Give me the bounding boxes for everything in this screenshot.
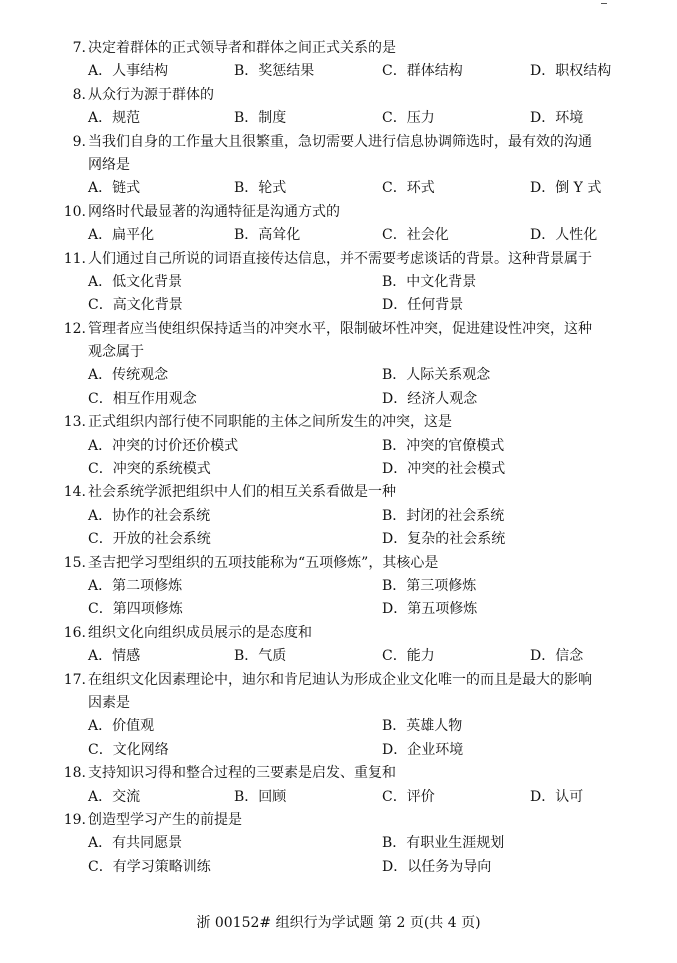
answer-option: A．链式 xyxy=(88,180,141,197)
scan-corner-mark xyxy=(601,0,607,4)
question-text: 网络时代最显著的沟通特征是沟通方式的 xyxy=(88,203,340,220)
question-item xyxy=(0,318,677,412)
question-text: 网络是 xyxy=(88,156,130,173)
answer-option: C．能力 xyxy=(382,648,435,665)
answer-option: D．人性化 xyxy=(530,227,598,244)
answer-option: B．制度 xyxy=(234,110,287,127)
question-number: 14. xyxy=(63,484,86,501)
answer-option: C．第四项修炼 xyxy=(88,601,183,618)
question-stem-line xyxy=(0,37,677,60)
question-stem-line xyxy=(0,669,677,692)
answer-option: C．冲突的系统模式 xyxy=(88,461,211,478)
question-item xyxy=(0,622,677,669)
options-row xyxy=(0,177,677,200)
options-row xyxy=(0,294,677,317)
question-text: 观念属于 xyxy=(88,344,144,361)
question-item xyxy=(0,481,677,551)
question-item xyxy=(0,84,677,131)
question-stem-continuation xyxy=(0,154,677,177)
answer-option: B．轮式 xyxy=(234,180,287,197)
question-number: 12. xyxy=(63,320,86,337)
answer-option: B．第三项修炼 xyxy=(382,577,477,594)
answer-option: D．认可 xyxy=(530,788,584,805)
options-row xyxy=(0,856,677,879)
question-item xyxy=(0,669,677,763)
answer-option: B．气质 xyxy=(234,648,287,665)
question-number: 8. xyxy=(72,86,86,103)
answer-option: D．冲突的社会模式 xyxy=(382,461,506,478)
options-row xyxy=(0,271,677,294)
options-row xyxy=(0,739,677,762)
question-text: 创造型学习产生的前提是 xyxy=(88,811,242,828)
options-row xyxy=(0,786,677,809)
question-number: 17. xyxy=(63,671,86,688)
question-text: 从众行为源于群体的 xyxy=(88,86,214,103)
answer-option: A．传统观念 xyxy=(88,367,169,384)
question-stem-line xyxy=(0,84,677,107)
question-number: 13. xyxy=(63,414,86,431)
answer-option: B．高耸化 xyxy=(234,227,301,244)
question-text: 当我们自身的工作量大且很繁重，急切需要人进行信息协调筛选时，最有效的沟通 xyxy=(88,133,592,150)
question-stem-line xyxy=(0,552,677,575)
answer-option: C．有学习策略训练 xyxy=(88,858,211,875)
question-item xyxy=(0,762,677,809)
question-number: 7. xyxy=(72,40,86,56)
question-item xyxy=(0,248,677,318)
options-row xyxy=(0,60,677,83)
question-item xyxy=(0,131,677,201)
exam-page-body xyxy=(0,37,677,879)
question-stem-line xyxy=(0,131,677,154)
answer-option: D．以任务为导向 xyxy=(382,858,492,875)
options-row xyxy=(0,224,677,247)
options-row xyxy=(0,107,677,130)
question-number: 18. xyxy=(63,765,86,782)
answer-option: A．冲突的讨价还价模式 xyxy=(88,437,239,454)
question-item xyxy=(0,809,677,879)
question-item xyxy=(0,411,677,481)
answer-option: C．环式 xyxy=(382,180,435,197)
answer-option: B．人际关系观念 xyxy=(382,367,491,384)
answer-option: B．奖惩结果 xyxy=(234,63,315,80)
answer-option: A．价值观 xyxy=(88,718,155,735)
question-number: 10. xyxy=(63,203,86,220)
options-row xyxy=(0,364,677,387)
answer-option: C．压力 xyxy=(382,110,435,127)
question-number: 15. xyxy=(63,554,86,571)
question-stem-line xyxy=(0,809,677,832)
question-stem-line xyxy=(0,318,677,341)
question-text: 管理者应当使组织保持适当的冲突水平，限制破坏性冲突，促进建设性冲突，这种 xyxy=(88,320,592,337)
answer-option: A．扁平化 xyxy=(88,227,155,244)
answer-option: B．封闭的社会系统 xyxy=(382,507,505,524)
question-text: 正式组织内部行使不同职能的主体之间所发生的冲突，这是 xyxy=(88,414,452,431)
question-text: 圣吉把学习型组织的五项技能称为“五项修炼”，其核心是 xyxy=(88,554,439,571)
answer-option: C．社会化 xyxy=(382,227,449,244)
answer-option: C．文化网络 xyxy=(88,741,169,758)
answer-option: A．协作的社会系统 xyxy=(88,507,211,524)
options-row xyxy=(0,575,677,598)
answer-option: D．职权结构 xyxy=(530,63,612,80)
question-text: 社会系统学派把组织中人们的相互关系看做是一种 xyxy=(88,484,396,501)
answer-option: A．规范 xyxy=(88,110,141,127)
answer-option: A．情感 xyxy=(88,648,141,665)
options-row xyxy=(0,458,677,481)
options-row xyxy=(0,645,677,668)
question-stem-line xyxy=(0,201,677,224)
answer-option: B．冲突的官僚模式 xyxy=(382,437,505,454)
question-text: 在组织文化因素理论中，迪尔和肯尼迪认为形成企业文化唯一的而且是最大的影响 xyxy=(88,671,592,688)
answer-option: A．第二项修炼 xyxy=(88,577,183,594)
answer-option: C．开放的社会系统 xyxy=(88,531,211,548)
question-stem-line xyxy=(0,411,677,434)
answer-option: B．回顾 xyxy=(234,788,287,805)
question-number: 9. xyxy=(72,133,86,150)
question-stem-line xyxy=(0,481,677,504)
question-text: 支持知识习得和整合过程的三要素是启发、重复和 xyxy=(88,765,396,782)
answer-option: C．高文化背景 xyxy=(88,297,183,314)
question-number: 19. xyxy=(63,811,86,828)
answer-option: B．英雄人物 xyxy=(382,718,463,735)
options-row xyxy=(0,435,677,458)
question-item xyxy=(0,552,677,622)
answer-option: C．相互作用观念 xyxy=(88,390,197,407)
answer-option: C．评价 xyxy=(382,788,435,805)
question-text: 决定着群体的正式领导者和群体之间正式关系的是 xyxy=(88,40,396,56)
answer-option: D．复杂的社会系统 xyxy=(382,531,506,548)
question-stem-line xyxy=(0,762,677,785)
question-stem-continuation xyxy=(0,341,677,364)
question-stem-line xyxy=(0,248,677,271)
answer-option: D．倒 Y 式 xyxy=(530,180,602,197)
answer-option: A．交流 xyxy=(88,788,141,805)
answer-option: A．低文化背景 xyxy=(88,273,183,290)
options-row xyxy=(0,598,677,621)
answer-option: D．任何背景 xyxy=(382,297,464,314)
question-stem-line xyxy=(0,622,677,645)
answer-option: D．第五项修炼 xyxy=(382,601,478,618)
question-item xyxy=(0,37,677,84)
answer-option: D．环境 xyxy=(530,110,584,127)
question-text: 因素是 xyxy=(88,694,130,711)
answer-option: B．中文化背景 xyxy=(382,273,477,290)
options-row xyxy=(0,715,677,738)
answer-option: D．经济人观念 xyxy=(382,390,478,407)
answer-option: A．有共同愿景 xyxy=(88,835,183,852)
question-number: 11. xyxy=(63,250,86,267)
options-row xyxy=(0,388,677,411)
question-text: 组织文化向组织成员展示的是态度和 xyxy=(88,624,312,641)
question-item xyxy=(0,201,677,248)
answer-option: D．企业环境 xyxy=(382,741,464,758)
answer-option: A．人事结构 xyxy=(88,63,169,80)
question-text: 人们通过自己所说的词语直接传达信息，并不需要考虑谈话的背景。这种背景属于 xyxy=(88,250,592,267)
options-row xyxy=(0,832,677,855)
question-stem-continuation xyxy=(0,692,677,715)
answer-option: D．信念 xyxy=(530,648,584,665)
question-number: 16. xyxy=(63,624,86,641)
options-row xyxy=(0,505,677,528)
answer-option: B．有职业生涯规划 xyxy=(382,835,505,852)
answer-option: C．群体结构 xyxy=(382,63,463,80)
options-row xyxy=(0,528,677,551)
page-footer: 浙 00152# 组织行为学试题 第 2 页(共 4 页) xyxy=(196,915,481,931)
